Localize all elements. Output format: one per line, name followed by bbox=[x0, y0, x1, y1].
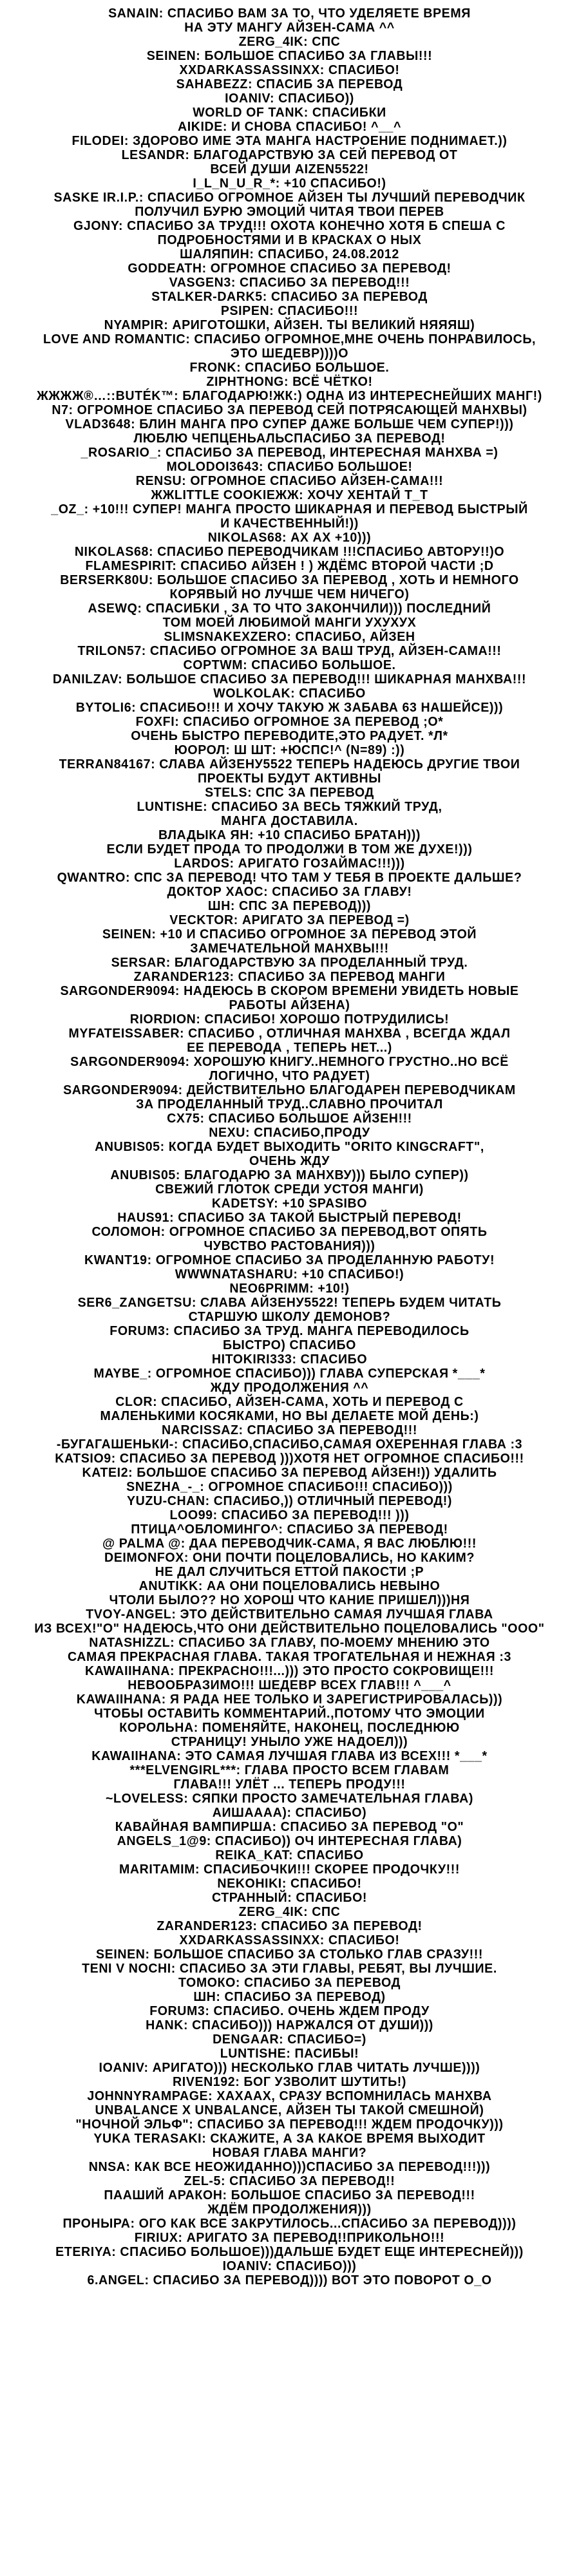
credit-line: GODDEATH: ОГРОМНОЕ СПАСИБО ЗА ПЕРЕВОД! bbox=[128, 261, 451, 276]
credit-line: АИШАААА): СПАСИБО) bbox=[212, 1806, 367, 1820]
credit-line: ЗА ПРОДЕЛАННЫЙ ТРУД..СЛАВНО ПРОЧИТАЛ bbox=[136, 1097, 443, 1112]
credit-line: DEIMONFOX: ОНИ ПОЧТИ ПОЦЕЛОВАЛИСЬ, НО КАКИМ? bbox=[104, 1551, 475, 1565]
credit-line: ОЧЕНЬ ЖДУ bbox=[249, 1154, 330, 1168]
credit-line: SAHABEZZ: СПАСИБ ЗА ПЕРЕВОД bbox=[176, 77, 403, 91]
credit-line: СТАРШУЮ ШКОЛУ ДЕМОНОВ? bbox=[188, 1310, 391, 1324]
credit-line: RIORDION: СПАСИБО! ХОРОШО ПОТРУДИЛИСЬ! bbox=[129, 1012, 450, 1027]
credit-line: YUKA TERASAKI: СКАЖИТЕ, А ЗА КАКОЕ ВРЕМЯ ВЫХОДИТ bbox=[93, 2132, 486, 2146]
credit-line: НОВАЯ ГЛАВА МАНГИ? bbox=[212, 2146, 367, 2160]
credit-line: MARITAMIM: СПАСИБОЧКИ!!! СКОРЕЕ ПРОДОЧКУ!!! bbox=[119, 1862, 460, 1877]
credit-line: LOVE AND ROMANTIC: СПАСИБО ОГРОМНОЕ,МНЕ ОЧЕНЬ ПОНРАВИЛОСЬ, bbox=[43, 332, 536, 346]
credit-line: ZARANDER123: СПАСИБО ЗА ПЕРЕВОД МАНГИ bbox=[133, 970, 446, 984]
credit-line: XXDARKASSASSINXX: СПАСИБО! bbox=[179, 63, 400, 77]
credit-line: ASEWQ: СПАСИБКИ , ЗА ТО ЧТО ЗАКОНЧИЛИ))) ПОСЛЕДНИЙ bbox=[88, 601, 491, 616]
credit-line: САМАЯ ПРЕКРАСНАЯ ГЛАВА. ТАКАЯ ТРОГАТЕЛЬНАЯ И НЕЖНАЯ :3 bbox=[68, 1650, 511, 1664]
credit-line: ТОМ МОЕЙ ЛЮБИМОЙ МАНГИ УХУХУХ bbox=[162, 616, 417, 630]
credit-line: КОРОЛЬНА: ПОМЕНЯЙТЕ, НАКОНЕЦ, ПОСЛЕДНЮЮ bbox=[119, 1721, 460, 1735]
credit-line: LUNTISHE: ПАСИБЫ! bbox=[220, 2047, 359, 2061]
credit-line: TENI V NOCHI: СПАСИБО ЗА ЭТИ ГЛАВЫ, РЕБЯТ, ВЫ ЛУЧШИЕ. bbox=[82, 1962, 497, 1976]
credit-line: PSIPEN: СПАСИБО!!! bbox=[220, 304, 359, 318]
credit-line: LOO99: СПАСИБО ЗА ПЕРЕВОД!!! ))) bbox=[169, 1508, 410, 1522]
credit-line: KAWAIIHANA: Я РАДА НЕЕ ТОЛЬКО И ЗАРЕГИСТРИРОВАЛАСЬ))) bbox=[76, 1692, 503, 1707]
credit-line: ЗАМЕЧАТЕЛЬНОЙ МАНХВЫ!!! bbox=[190, 942, 389, 956]
credit-line: НЕ ДАЛ СЛУЧИТЬСЯ ЕТТОЙ ПАКОСТИ ;P bbox=[155, 1565, 424, 1579]
credit-line: FILODEI: ЗДОРОВО ИМЕ ЭТА МАНГА НАСТРОЕНИЕ ПОДНИМАЕТ.)) bbox=[71, 134, 508, 148]
credit-line: ЛЮБЛЮ ЧЕПЦЕНЬАЛЬСПАСИБО ЗА ПЕРЕВОД! bbox=[133, 431, 446, 446]
credit-line: TVOY-ANGEL: ЭТО ДЕЙСТВИТЕЛЬНО САМАЯ ЛУЧШАЯ ГЛАВА bbox=[86, 1607, 493, 1622]
credit-line: XXDARKASSASSINXX: СПАСИБО! bbox=[179, 1933, 400, 1947]
credit-line: NEXU: СПАСИБО,ПРОДУ bbox=[209, 1126, 370, 1140]
credit-line: IOANIV: СПАСИБО)) bbox=[225, 91, 354, 106]
credit-line: _OZ_: +10!!! СУПЕР! МАНГА ПРОСТО ШИКАРНАЯ И ПЕРЕВОД БЫСТРЫЙ bbox=[51, 502, 528, 516]
credit-line: NARCISSAZ: СПАСИБО ЗА ПЕРЕВОД!!! bbox=[162, 1423, 417, 1437]
credit-line: NNSA: КАК ВСЕ НЕОЖИДАННО)))СПАСИБО ЗА ПЕРЕВОД!!!))) bbox=[88, 2160, 491, 2174]
credit-line: BERSERK80U: БОЛЬШОЕ СПАСИБО ЗА ПЕРЕВОД , ХОТЬ И НЕМНОГО bbox=[60, 573, 519, 587]
credit-line: МАЛЕНЬКИМИ КОСЯКАМИ, НО ВЫ ДЕЛАЕТЕ МОЙ ДЕНЬ:) bbox=[100, 1409, 479, 1423]
credit-line: ZERG_4IK: СПС bbox=[238, 35, 341, 49]
credit-line: ЖДУ ПРОДОЛЖЕНИЯ ^^ bbox=[210, 1381, 369, 1395]
credit-line: FLAMESPIRIT: СПАСИБО АЙЗЕН ! ) ЖДЁМС ВТОРОЙ ЧАСТИ ;D bbox=[85, 559, 494, 573]
credit-line: ШН: СПАСИБО ЗА ПЕРЕВОД) bbox=[193, 1990, 386, 2004]
credit-line: MYFATEISSABER: СПАСИБО , ОТЛИЧНАЯ МАНХВА , ВСЕГДА ЖДАЛ bbox=[68, 1027, 511, 1041]
credit-line: ПРОЕКТЫ БУДУТ АКТИВНЫ bbox=[197, 772, 382, 786]
credit-line: RIVEN192: БОГ УЗВОЛИТ ШУТИТЬ!) bbox=[173, 2075, 406, 2089]
credit-line: СТРАННЫЙ: СПАСИБО! bbox=[211, 1891, 368, 1905]
credit-line: ZIPHTHONG: ВСЁ ЧЁТКО! bbox=[206, 375, 373, 389]
credit-line: WORLD OF TANK: СПАСИБКИ bbox=[193, 106, 386, 120]
credit-line: RENSU: ОГРОМНОЕ СПАСИБО АЙЗЕН-САМА!!! bbox=[135, 474, 444, 488]
credit-line: SLIMSNAKEXZERO: СПАСИБО, АЙЗЕН bbox=[164, 630, 415, 644]
credit-line: ЕЕ ПЕРЕВОДА , ТЕПЕРЬ НЕТ...) bbox=[187, 1041, 392, 1055]
credit-line: SNEZHA_-_: ОГРОМНОЕ СПАСИБО!!! СПАСИБО))) bbox=[126, 1480, 453, 1494]
credit-line: COPTWM: СПАСИБО БОЛЬШОЕ. bbox=[183, 658, 396, 672]
credit-line: KAWAIIHANA: ПРЕКРАСНО!!!...))) ЭТО ПРОСТО СОКРОВИЩЕ!!! bbox=[85, 1664, 494, 1678]
credit-line: ИЗ ВСЕХ!"O" НАДЕЮСЬ,ЧТО ОНИ ДЕЙСТВИТЕЛЬНО ПОЦЕЛОВАЛИСЬ "OOO" bbox=[34, 1622, 545, 1636]
credit-line: ЕСЛИ БУДЕТ ПРОДА ТО ПРОДОЛЖИ В ТОМ ЖЕ ДУХЕ!))) bbox=[106, 842, 473, 857]
credit-line: LUNTISHE: СПАСИБО ЗА ВЕСЬ ТЯЖКИЙ ТРУД, bbox=[137, 800, 442, 814]
credit-line: КОРЯВЫЙ НО ЛУЧШЕ ЧЕМ НИЧЕГО) bbox=[169, 587, 410, 601]
credit-line: ГЛАВА!!! УЛЁТ ... ТЕПЕРЬ ПРОДУ!!! bbox=[173, 1777, 406, 1792]
credit-line: KATEI2: БОЛЬШОЕ СПАСИБО ЗА ПЕРЕВОД АЙЗЕН!)) УДАЛИТЬ bbox=[82, 1466, 497, 1480]
credit-line: ~LOVELESS: СЯПКИ ПРОСТО ЗАМЕЧАТЕЛЬНАЯ ГЛАВА) bbox=[106, 1792, 473, 1806]
credit-line: BYTOLI6: СПАСИБО!!! И ХОЧУ ТАКУЮ Ж ЗАБАВА 63 НАШЕЙСЕ))) bbox=[75, 701, 504, 715]
credit-line: STALKER-DARK5: СПАСИБО ЗА ПЕРЕВОД bbox=[151, 290, 428, 304]
credit-line: VECKTOR: АРИГАТО ЗА ПЕРЕВОД =) bbox=[169, 913, 410, 927]
credit-line: NEO6PRIMM: +10!) bbox=[229, 1282, 350, 1296]
credit-line: WOLKOLAK: СПАСИБО bbox=[213, 687, 366, 701]
credit-line: ПРОНЫРА: ОГО КАК ВСЕ ЗАКРУТИЛОСЬ...СПАСИБО ЗА ПЕРЕВОД)))) bbox=[62, 2217, 517, 2231]
credit-line: CX75: СПАСИБО БОЛЬШОЕ АЙЗЕН!!! bbox=[167, 1112, 412, 1126]
credit-line: GJONY: СПАСИБО ЗА ТРУД!!! ОХОТА КОНЕЧНО ХОТЯ Б СПЕША С bbox=[73, 219, 506, 233]
credit-line: JOHNNYRAMPAGE: ХАХААХ, СРАЗУ ВСПОМНИЛАСЬ МАНХВА bbox=[87, 2089, 492, 2103]
credit-line: ЭТО ШЕДЕВР))))O bbox=[230, 346, 349, 361]
credit-line: SEINEN: +10 И СПАСИБО ОГРОМНОЕ ЗА ПЕРЕВОД ЭТОЙ bbox=[102, 927, 477, 942]
credit-line: ВЛАДЫКА ЯН: +10 СПАСИБО БРАТАН))) bbox=[158, 828, 421, 842]
credit-line: SEINEN: БОЛЬШОЕ СПАСИБО ЗА ГЛАВЫ!!! bbox=[146, 49, 433, 63]
credit-line: SER6_ZANGETSU: СЛАВА АЙЗЕНУ5522! ТЕПЕРЬ БУДЕМ ЧИТАТЬ bbox=[77, 1296, 502, 1310]
credit-line: -БУГАГАШЕНЬКИ-: СПАСИБО,СПАСИБО,САМАЯ ОХЕРЕННАЯ ГЛАВА :3 bbox=[56, 1437, 523, 1452]
credit-line: LESANDR: БЛАГОДАРСТВУЮ ЗА СЕЙ ПЕРЕВОД ОТ bbox=[121, 148, 458, 162]
credit-line: 6.ANGEL: СПАСИБО ЗА ПЕРЕВОД)))) ВОТ ЭТО ПОВОРОТ O_O bbox=[87, 2273, 492, 2287]
credit-line: ***ELVENGIRL***: ГЛАВА ПРОСТО ВСЕМ ГЛАВАМ bbox=[129, 1763, 450, 1777]
credit-line: И КАЧЕСТВЕННЫЙ!)) bbox=[220, 516, 359, 531]
credit-line: NIKOLAS68: СПАСИБО ПЕРЕВОДЧИКАМ !!!СПАСИБО АВТОРУ!!)O bbox=[74, 545, 505, 559]
credit-line: ПТИЦА^ОБЛОМИНГО^: СПАСИБО ЗА ПЕРЕВОД! bbox=[131, 1522, 448, 1537]
credit-line: ПОДРОБНОСТЯМИ И В КРАСКАХ О НЫХ bbox=[157, 233, 422, 247]
credit-line: ЖЖLITTLE COOKIEЖЖ: ХОЧУ ХЕНТАЙ T_T bbox=[151, 488, 428, 502]
credit-line: ТОМОКО: СПАСИБО ЗА ПЕРЕВОД bbox=[178, 1976, 401, 1990]
credit-line: KATSIO9: СПАСИБО ЗА ПЕРЕВОД )))ХОТЯ НЕТ ОГРОМНОЕ СПАСИБО!!! bbox=[55, 1452, 524, 1466]
credit-line: WWWNATASHARU: +10 СПАСИБО!) bbox=[175, 1267, 404, 1282]
credit-line: SARGONDER9094: НАДЕЮСЬ В СКОРОМ ВРЕМЕНИ УВИДЕТЬ НОВЫЕ bbox=[60, 984, 519, 998]
credit-line: @ PALMA @: ДАА ПЕРЕВОДЧИК-САМА, Я ВАС ЛЮБЛЮ!!! bbox=[102, 1537, 477, 1551]
credit-line: VLAD3648: БЛИН МАНГА ПРО СУПЕР ДАЖЕ БОЛЬШЕ ЧЕМ СУПЕР!))) bbox=[65, 417, 514, 431]
credit-line: MOLODOI3643: СПАСИБО БОЛЬШОЕ! bbox=[166, 460, 413, 474]
credit-line: ETERIYA: СПАСИБО БОЛЬШОЕ)))ДАЛЬШЕ БУДЕТ ЕЩЕ ИНТЕРЕСНЕЙ))) bbox=[55, 2245, 524, 2259]
credit-line: SEINEN: БОЛЬШОЕ СПАСИБО ЗА СТОЛЬКО ГЛАВ СРАЗУ!!! bbox=[96, 1947, 483, 1962]
credit-line: ШН: СПС ЗА ПЕРЕВОД))) bbox=[207, 899, 372, 913]
credit-line: ЧУВСТВО РАСТОВАНИЯ))) bbox=[204, 1239, 375, 1253]
credit-line: СОЛОМОН: ОГРОМНОЕ СПАСИБО ЗА ПЕРЕВОД,ВОТ ОПЯТЬ bbox=[91, 1225, 488, 1239]
credit-line: ВСЕЙ ДУШИ AIZEN5522! bbox=[210, 162, 369, 176]
credit-line: SANAIN: СПАСИБО ВАМ ЗА ТО, ЧТО УДЕЛЯЕТЕ ВРЕМЯ bbox=[108, 6, 471, 21]
credit-line: AIKIDE: И СНОВА СПАСИБО! ^__^ bbox=[177, 120, 402, 134]
credit-line: ANUBIS05: БЛАГОДАРЮ ЗА МАНХВУ))) БЫЛО СУПЕР)) bbox=[110, 1168, 469, 1182]
credit-line: СВЕЖИЙ ГЛОТОК СРЕДИ УСТОЯ МАНГИ) bbox=[155, 1182, 424, 1197]
credit-line: НЕВООБРАЗИМО!!! ШЕДЕВР ВСЕХ ГЛАВ!!! ^___^ bbox=[128, 1678, 451, 1692]
credit-line: ЛОГИЧНО, ЧТО РАДУЕТ) bbox=[209, 1069, 370, 1083]
credit-line: TERRAN84167: СЛАВА АЙЗЕНУ5522 ТЕПЕРЬ НАДЕЮСЬ ДРУГИЕ ТВОИ bbox=[59, 757, 520, 772]
credit-line: FIRIUX: АРИГАТО ЗА ПЕРЕВОД!!ПРИКОЛЬНО!!! bbox=[134, 2231, 445, 2245]
credit-line: HITOKIRI333: СПАСИБО bbox=[211, 1352, 368, 1367]
credit-line: DANILZAV: БОЛЬШОЕ СПАСИБО ЗА ПЕРЕВОД!!! ШИКАРНАЯ МАНХВА!!! bbox=[52, 672, 527, 687]
credit-line: VASGEN3: СПАСИБО ЗА ПЕРЕВОД!!! bbox=[169, 276, 410, 290]
credit-line: ANUBIS05: КОГДА БУДЕТ ВЫХОДИТЬ "ORITO KINGCRAFT", bbox=[95, 1140, 484, 1154]
credit-line: KWANT19: ОГРОМНОЕ СПАСИБО ЗА ПРОДЕЛАННУЮ РАБОТУ! bbox=[84, 1253, 495, 1267]
credit-line: ШАЛЯПИН: СПАСИБО, 24.08.2012 bbox=[180, 247, 399, 261]
credit-line: _ROSARIO_: СПАСИБО ЗА ПЕРЕВОД, ИНТЕРЕСНАЯ МАНХВА =) bbox=[81, 446, 498, 460]
credit-line: I_L_N_U_R_*: +10 СПАСИБО!) bbox=[193, 176, 386, 191]
credit-line: IOANIV: СПАСИБО))) bbox=[222, 2259, 357, 2273]
credit-line: NYAMPIR: АРИГОТОШКИ, АЙЗЕН. ТЫ ВЕЛИКИЙ НЯЯЯШ) bbox=[104, 318, 475, 332]
credit-line: SARGONDER9094: ХОРОШУЮ КНИГУ..НЕМНОГО ГРУСТНО..НО ВСЁ bbox=[70, 1055, 509, 1069]
credit-line: IOANIV: АРИГАТО))) НЕСКОЛЬКО ГЛАВ ЧИТАТЬ ЛУЧШЕ)))) bbox=[99, 2061, 480, 2075]
credit-line: QWANTRO: СПС ЗА ПЕРЕВОД! ЧТО ТАМ У ТЕБЯ В ПРОЕКТЕ ДАЛЬШЕ? bbox=[57, 871, 522, 885]
credit-line: ОЧЕНЬ БЫСТРО ПЕРЕВОДИТЕ,ЭТО РАДУЕТ. *Л* bbox=[131, 729, 448, 743]
credit-line: ANUTIKK: АА ОНИ ПОЦЕЛОВАЛИСЬ НЕВЫНО bbox=[138, 1579, 441, 1593]
credit-line: DENGAAR: СПАСИБО=) bbox=[213, 2032, 366, 2047]
credit-line: ЮОРОЛ: Ш ШТ: +ЮСПС!^ (N=89) :)) bbox=[174, 743, 405, 757]
credit-line: FRONK: СПАСИБО БОЛЬШОЕ. bbox=[189, 361, 390, 375]
credit-line: N7: ОГРОМНОЕ СПАСИБО ЗА ПЕРЕВОД СЕЙ ПОТРЯСАЮЩЕЙ МАНХВЫ) bbox=[52, 403, 527, 417]
credit-line: FORUM3: СПАСИБО. ОЧЕНЬ ЖДЕМ ПРОДУ bbox=[149, 2004, 430, 2018]
credit-line: БЫСТРО) СПАСИБО bbox=[222, 1338, 356, 1352]
credit-line: TRILON57: СПАСИБО ОГРОМНОЕ ЗА ВАШ ТРУД, АЙЗЕН-САМА!!! bbox=[77, 644, 502, 658]
credit-line: SARGONDER9094: ДЕЙСТВИТЕЛЬНО БЛАГОДАРЕН ПЕРЕВОДЧИКАМ bbox=[63, 1083, 516, 1097]
credit-line: FOXFI: СПАСИБО ОГРОМНОЕ ЗА ПЕРЕВОД ;O* bbox=[135, 715, 444, 729]
credit-line: NATASHIZZL: СПАСИБО ЗА ГЛАВУ, ПО-МОЕМУ МНЕНИЮ ЭТО bbox=[89, 1636, 490, 1650]
credit-line: КАВАЙНАЯ ВАМПИРША: СПАСИБО ЗА ПЕРЕВОД "O" bbox=[115, 1820, 464, 1834]
credit-line: МАНГА ДОСТАВИЛА. bbox=[221, 814, 358, 828]
credit-line: СТРАНИЦУ! УНЫЛО УЖЕ НАДОЕЛ))) bbox=[171, 1735, 408, 1749]
credit-line: NEKOHIKI: СПАСИБО! bbox=[217, 1877, 362, 1891]
credit-line: ANGELS_1@9: СПАСИБО)) ОЧ ИНТЕРЕСНАЯ ГЛАВА) bbox=[117, 1834, 462, 1848]
credit-line: HAUS91: СПАСИБО ЗА ТАКОЙ БЫСТРЫЙ ПЕРЕВОД! bbox=[117, 1211, 462, 1225]
credit-line: CLOR: СПАСИБО, АЙЗЕН-САМА, ХОТЬ И ПЕРЕВОД С bbox=[115, 1395, 464, 1409]
credit-line: НА ЭТУ МАНГУ АЙЗЕН-САМА ^^ bbox=[184, 21, 395, 35]
credit-line: ZERG_4IK: СПС bbox=[238, 1905, 341, 1919]
credit-line: ДОКТОР ХАОС: СПАСИБО ЗА ГЛАВУ! bbox=[167, 885, 412, 899]
credit-line: ЖЖЖЖ®…::BUTÉK™: БЛАГОДАРЮ!ЖК:) ОДНА ИЗ ИНТЕРЕСНЕЙШИХ МАНГ!) bbox=[37, 389, 542, 403]
credit-line: SASKE IR.I.P.: СПАСИБО ОГРОМНОЕ АЙЗЕН ТЫ ЛУЧШИЙ ПЕРЕВОДЧИК bbox=[53, 191, 526, 205]
credit-line: "НОЧНОЙ ЭЛЬФ": СПАСИБО ЗА ПЕРЕВОД!!! ЖДЕМ ПРОДОЧКУ))) bbox=[75, 2117, 504, 2132]
credit-line: KAWAIIHANA: ЭТО САМАЯ ЛУЧШАЯ ГЛАВА ИЗ ВСЕХ!!! *___* bbox=[91, 1749, 488, 1763]
credit-line: ПААШИЙ АРАКОН: БОЛЬШОЕ СПАСИБО ЗА ПЕРЕВОД!!! bbox=[104, 2188, 475, 2202]
credit-line: KADETSY: +10 SPASIBO bbox=[211, 1197, 368, 1211]
credit-line: MAYBE_: ОГРОМНОЕ СПАСИБО))) ГЛАВА СУПЕРСКАЯ *___* bbox=[93, 1367, 486, 1381]
credit-line: ZEL-5: СПАСИБО ЗА ПЕРЕВОД!! bbox=[184, 2174, 395, 2188]
credit-line: HANK: СПАСИБО))) НАРЖАЛСЯ ОТ ДУШИ))) bbox=[146, 2018, 433, 2032]
credit-line: UNBALANCE X UNBALANCE, АЙЗЕН ТЫ ТАКОЙ СМЕШНОЙ) bbox=[95, 2103, 484, 2117]
credit-line: SERSAR: БЛАГОДАРСТВУЮ ЗА ПРОДЕЛАННЫЙ ТРУД. bbox=[111, 956, 468, 970]
credit-line: NIKOLAS68: АХ АХ +10))) bbox=[207, 531, 372, 545]
credit-line: ЧТОЛИ БЫЛО?? НО ХОРОШ ЧТО КАНИЕ ПРИШЕЛ)))НЯ bbox=[109, 1593, 470, 1607]
credit-line: РАБОТЫ АЙЗЕНА) bbox=[229, 998, 350, 1012]
credit-line: ЖДЁМ ПРОДОЛЖЕНИЯ))) bbox=[207, 2202, 372, 2217]
credit-line: ЧТОБЫ ОСТАВИТЬ КОММЕНТАРИЙ.,ПОТОМУ ЧТО ЭМОЦИИ bbox=[94, 1707, 485, 1721]
credit-line: STELS: СПС ЗА ПЕРЕВОД bbox=[205, 786, 374, 800]
credit-line: LARDOS: АРИГАТО ГОЗАЙМАС!!!))) bbox=[174, 857, 405, 871]
credit-line: FORUM3: СПАСИБО ЗА ТРУД. МАНГА ПЕРЕВОДИЛОСЬ bbox=[109, 1324, 470, 1338]
credit-line: ПОЛУЧИЛ БУРЮ ЭМОЦИЙ ЧИТАЯ ТВОИ ПЕРЕВ bbox=[135, 205, 444, 219]
credit-line: ZARANDER123: СПАСИБО ЗА ПЕРЕВОД! bbox=[157, 1919, 422, 1933]
credit-line: YUZU-CHAN: СПАСИБО,)) ОТЛИЧНЫЙ ПЕРЕВОД!) bbox=[126, 1494, 453, 1508]
credit-line: REIKA_KAT: СПАСИБО bbox=[215, 1848, 364, 1862]
